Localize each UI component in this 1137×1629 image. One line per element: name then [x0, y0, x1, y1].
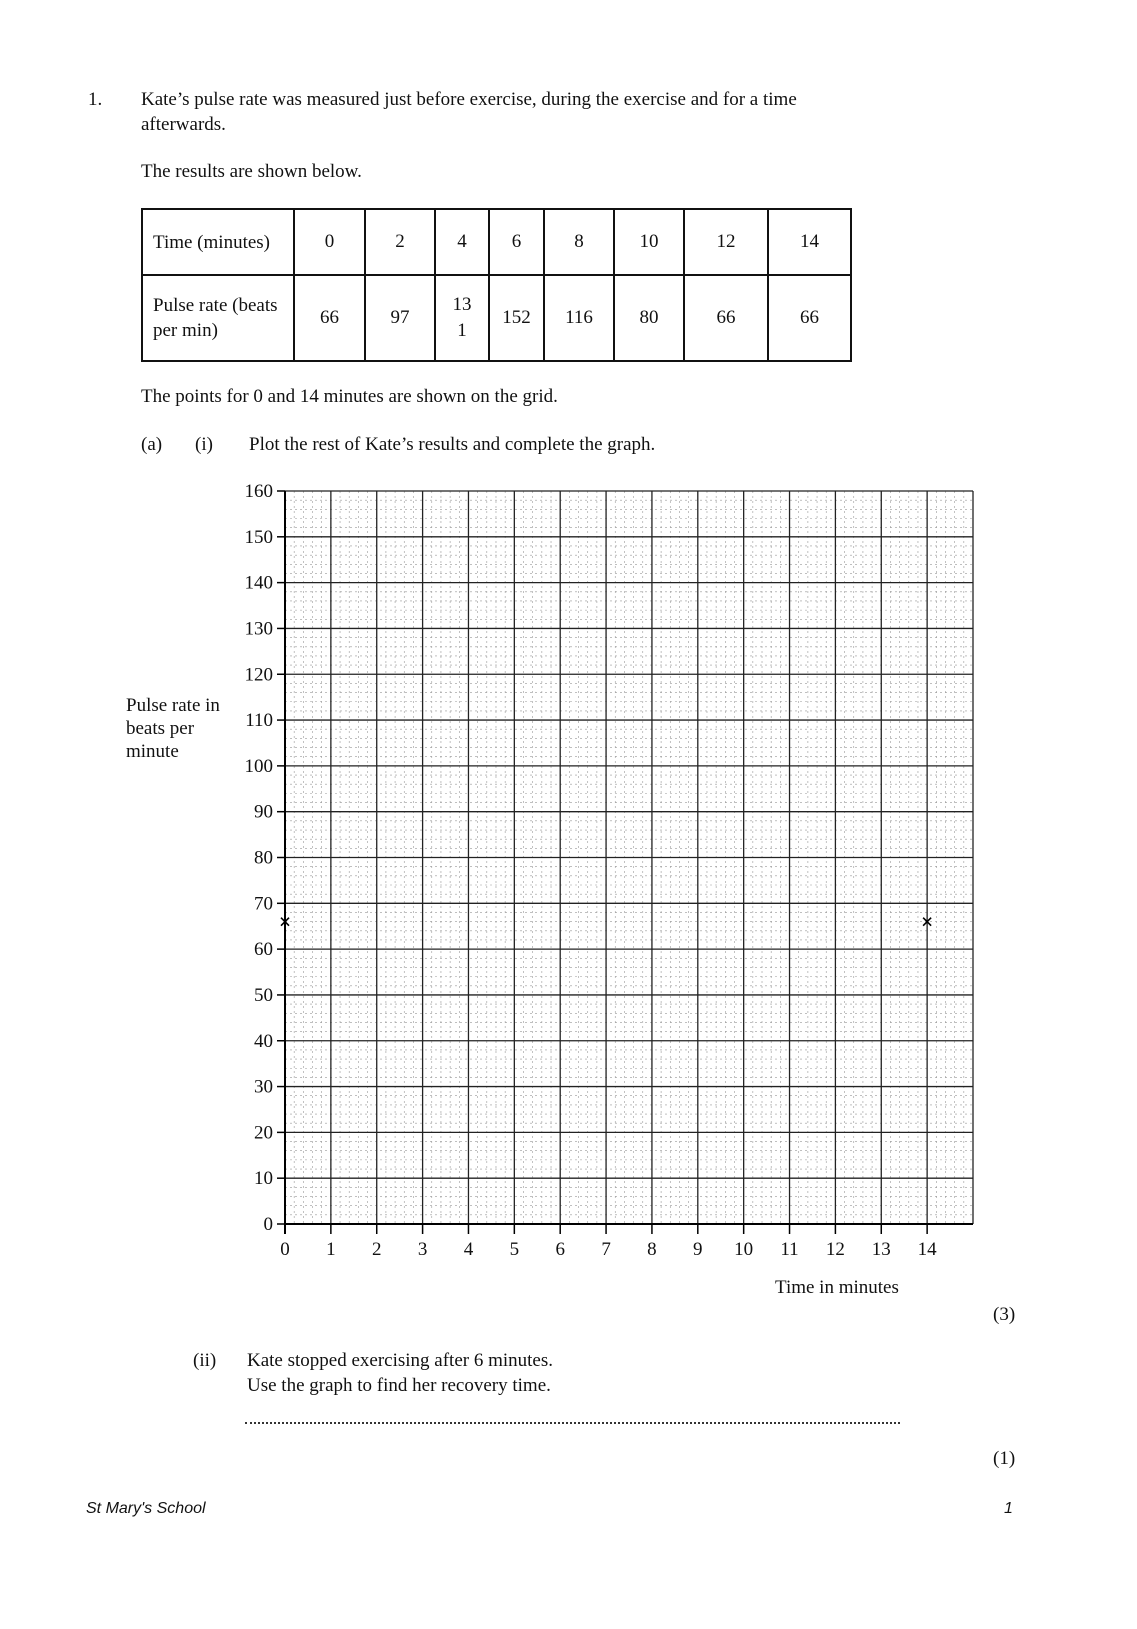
- x-tick-label: 0: [280, 1239, 290, 1260]
- x-tick-label: 1: [326, 1239, 336, 1260]
- y-tick-label: 0: [263, 1214, 273, 1235]
- footer-page-number: 1: [1004, 1500, 1013, 1517]
- x-tick-label: 10: [734, 1239, 754, 1260]
- y-tick-label: 40: [254, 1030, 273, 1052]
- y-tick-label: 10: [254, 1168, 273, 1190]
- row-label-time: Time (minutes): [142, 209, 294, 275]
- question-intro-cont: afterwards.: [141, 114, 226, 135]
- y-axis-label-line: minute: [126, 741, 179, 762]
- time-cell: 4: [435, 209, 489, 275]
- y-tick-label: 150: [244, 526, 273, 548]
- x-tick-label: 11: [780, 1239, 799, 1260]
- y-tick-label: 120: [244, 664, 273, 686]
- part-ii-label: (ii): [193, 1350, 217, 1371]
- x-tick-label: 12: [825, 1239, 845, 1260]
- part-ii-instruction-1: Kate stopped exercising after 6 minutes.: [247, 1350, 554, 1371]
- marks-i: (3): [993, 1304, 1016, 1325]
- question-number: 1.: [88, 89, 103, 110]
- pulse-cell: 152: [489, 275, 544, 361]
- marks-ii: (1): [993, 1448, 1016, 1469]
- y-tick-label: 80: [254, 847, 273, 869]
- part-i-instruction: Plot the rest of Kate’s results and complete the graph.: [249, 434, 656, 455]
- footer-school: St Mary's School: [86, 1500, 206, 1517]
- part-i-label: (i): [195, 434, 213, 455]
- y-tick-label: 20: [254, 1122, 273, 1144]
- x-tick-label: 14: [917, 1239, 937, 1260]
- y-axis-label-line: beats per: [126, 718, 195, 739]
- y-tick-label: 60: [254, 939, 273, 961]
- part-a-label: (a): [141, 434, 163, 455]
- time-cell: 8: [544, 209, 614, 275]
- y-tick-label: 70: [254, 893, 273, 915]
- x-tick-label: 5: [509, 1239, 520, 1260]
- pulse-cell: 97: [365, 275, 435, 361]
- y-tick-label: 90: [254, 801, 273, 823]
- x-tick-label: 3: [417, 1239, 428, 1260]
- time-cell: 14: [768, 209, 851, 275]
- x-tick-label: 9: [693, 1239, 703, 1260]
- x-tick-label: 2: [371, 1239, 382, 1260]
- x-tick-label: 4: [463, 1239, 474, 1260]
- x-axis-label: Time in minutes: [775, 1277, 899, 1298]
- y-tick-label: 110: [245, 710, 273, 732]
- time-cell: 2: [365, 209, 435, 275]
- y-tick-label: 100: [244, 755, 273, 777]
- x-tick-label: 13: [871, 1239, 891, 1260]
- y-tick-label: 50: [254, 984, 273, 1006]
- y-axis-label-line: Pulse rate in: [126, 695, 220, 716]
- pulse-cell: 80: [614, 275, 684, 361]
- pulse-cell: 116: [544, 275, 614, 361]
- question-intro: Kate’s pulse rate was measured just before exercise, during the exercise and for a time: [141, 89, 797, 110]
- time-cell: 10: [614, 209, 684, 275]
- results-text: The results are shown below.: [141, 161, 362, 182]
- row-label-pulse: Pulse rate (beats per min): [142, 275, 294, 361]
- y-tick-label: 140: [244, 572, 273, 594]
- x-tick-label: 7: [601, 1239, 611, 1260]
- pulse-cell: 66: [768, 275, 851, 361]
- x-tick-label: 6: [555, 1239, 565, 1260]
- pulse-cell: 66: [684, 275, 768, 361]
- time-cell: 12: [684, 209, 768, 275]
- time-cell: 6: [489, 209, 544, 275]
- answer-line[interactable]: [245, 1422, 900, 1424]
- x-tick-label: 8: [647, 1239, 657, 1260]
- y-tick-label: 160: [244, 481, 273, 502]
- time-cell: 0: [294, 209, 365, 275]
- pulse-cell: 66: [294, 275, 365, 361]
- y-tick-label: 130: [244, 618, 273, 640]
- y-tick-label: 30: [254, 1076, 273, 1098]
- pulse-value: 131: [452, 294, 472, 341]
- part-ii-instruction-2: Use the graph to find her recovery time.: [247, 1375, 551, 1396]
- points-text: The points for 0 and 14 minutes are shown on the grid.: [141, 386, 558, 407]
